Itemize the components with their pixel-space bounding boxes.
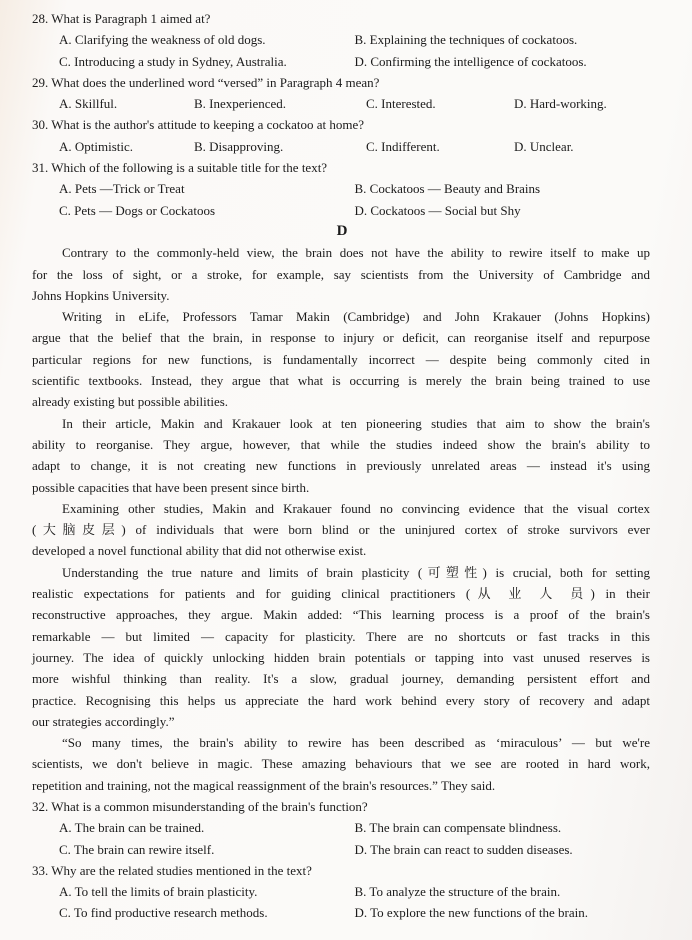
passage-line: argue that the belief that the brain, in response to injury or deficit, can reorganise itself and repurpose [32,330,650,346]
passage-line: realistic expectations for patients and for guiding clinical practitioners (从 业 人 员) in their [32,586,650,602]
option[interactable]: C. Introducing a study in Sydney, Australia. [59,53,287,69]
options-row [32,839,650,860]
questions-28-31 [32,8,650,221]
option[interactable]: A. Optimistic. [59,138,134,154]
passage-line: journey. The idea of quickly unlocking hidden brain potentials or tapping into vast unused reserves is [32,649,650,665]
option[interactable]: A. Clarifying the weakness of old dogs. [59,32,266,48]
option[interactable]: C. To find productive research methods. [59,905,268,921]
passage-line: adapt to change, it is not creating new functions in previously unrelated areas — instead it's using [32,458,650,474]
option[interactable]: A. Pets —Trick or Treat [59,181,185,197]
passage-line: Writing in eLife, Professors Tamar Makin (Cambridge) and John Krakauer (Johns Hopkins) [62,309,650,325]
passage-line: developed a novel functional ability that did not otherwise exist. [32,543,367,559]
passage-line: ability to reorganise. They argue, however, that while the studies indeed show the brain's ability to [32,436,650,452]
option[interactable]: C. The brain can rewire itself. [59,841,215,857]
questions-32-33 [32,796,650,924]
options-row [32,29,650,50]
passage-line: Examining other studies, Makin and Krakauer found no convincing evidence that the visual cortex [62,500,650,516]
passage-line: remarkable — but limited — capacity for plasticity. There are no shortcuts or fast tracks in this [32,628,650,644]
section-label: D [336,222,348,239]
question-stem: 30. What is the author's attitude to keeping a cockatoo at home? [32,117,365,133]
option[interactable]: A. The brain can be trained. [59,820,205,836]
question-stem: 33. Why are the related studies mentioned in the text? [32,862,312,878]
options-row [32,51,650,72]
options-row [32,902,650,923]
passage-line: (大脑皮层) of individuals that were born blind or the uninjured cortex of stroke survivors ever [32,522,650,538]
question-stem: 29. What does the underlined word “versed” in Paragraph 4 mean? [32,74,380,90]
passage-d [32,242,650,796]
question-stem: 28. What is Paragraph 1 aimed at? [32,11,211,26]
passage-line: In their article, Makin and Krakauer look at ten pioneering studies that aim to show the brain's [62,415,650,431]
option[interactable]: B. Cockatoos — Beauty and Brains [354,181,541,197]
passage-line: our strategies accordingly.” [32,713,175,729]
passage-line: for the loss of sight, or a stroke, for example, say scientists from the University of Cambridge and [32,266,650,282]
options-row [32,881,650,902]
option[interactable]: B. Explaining the techniques of cockatoos. [354,32,578,48]
question [32,796,650,860]
paragraph [32,242,650,306]
passage-line: practice. Recognising this helps us appreciate the hard work behind every story of recovery and adapt [32,692,650,708]
option[interactable]: D. To explore the new functions of the brain. [354,905,589,921]
option[interactable]: D. Unclear. [514,138,574,154]
option[interactable]: B. Disapproving. [194,138,284,154]
paragraph [32,562,650,732]
options-row [32,178,650,199]
passage-line: Contrary to the commonly-held view, the brain does not have the ability to rewire itself to make up [62,245,650,261]
exam-content [32,8,650,924]
option[interactable]: D. Cockatoos — Social but Shy [354,202,521,218]
option[interactable]: D. Hard-working. [514,96,607,112]
option[interactable]: B. Inexperienced. [194,96,287,112]
passage-line: possible capacities that have been present since birth. [32,479,310,495]
question-stem: 31. Which of the following is a suitable title for the text? [32,160,328,176]
option[interactable]: A. Skillful. [59,96,118,112]
paragraph [32,732,650,796]
question [32,114,650,157]
passage-line: “So many times, the brain's ability to rewire has been described as ‘miraculous’ — but we're [62,735,650,751]
option[interactable]: A. To tell the limits of brain plasticity. [59,884,258,900]
passage-line: more wishful thinking than reality. It's a slow, gradual journey, demanding persistent effort and [32,671,650,687]
option[interactable]: C. Interested. [366,96,436,112]
option[interactable]: C. Pets — Dogs or Cockatoos [59,202,215,218]
question [32,8,650,72]
option[interactable]: C. Indifferent. [366,138,440,154]
option[interactable]: B. To analyze the structure of the brain. [354,884,561,900]
paragraph [32,413,650,498]
options-row [32,136,650,157]
option[interactable]: D. The brain can react to sudden diseases. [354,841,573,857]
paragraph [32,498,650,562]
option[interactable]: B. The brain can compensate blindness. [354,820,562,836]
question [32,72,650,115]
passage-line: particular regions for new functions, is fundamentally incorrect — despite being commonly cited in [32,351,650,367]
passage-line: already existing but possible abilities. [32,394,229,410]
options-row [32,817,650,838]
passage-line: scientists, we don't believe in magic. These amazing behaviours that we see are rooted in hard work, [32,756,650,772]
question-stem: 32. What is a common misunderstanding of the brain's function? [32,798,368,814]
passage-line: Johns Hopkins University. [32,287,170,303]
passage-line: reconstructive approaches, they argue. Makin added: “This learning process is a proof of the brain's [32,607,650,623]
passage-line: scientific textbooks. Instead, they argue that what is occurring is merely the brain being trained to use [32,373,650,389]
options-row [32,93,650,114]
option[interactable]: D. Confirming the intelligence of cockatoos. [354,53,587,69]
passage-line: Understanding the true nature and limits of brain plasticity (可塑性) is crucial, both for setting [62,564,650,580]
options-row [32,200,650,221]
question [32,157,650,221]
paragraph [32,306,650,412]
question [32,860,650,924]
passage-line: repetition and training, not the magical reassignment of the brain's resources.” They said. [32,777,496,793]
